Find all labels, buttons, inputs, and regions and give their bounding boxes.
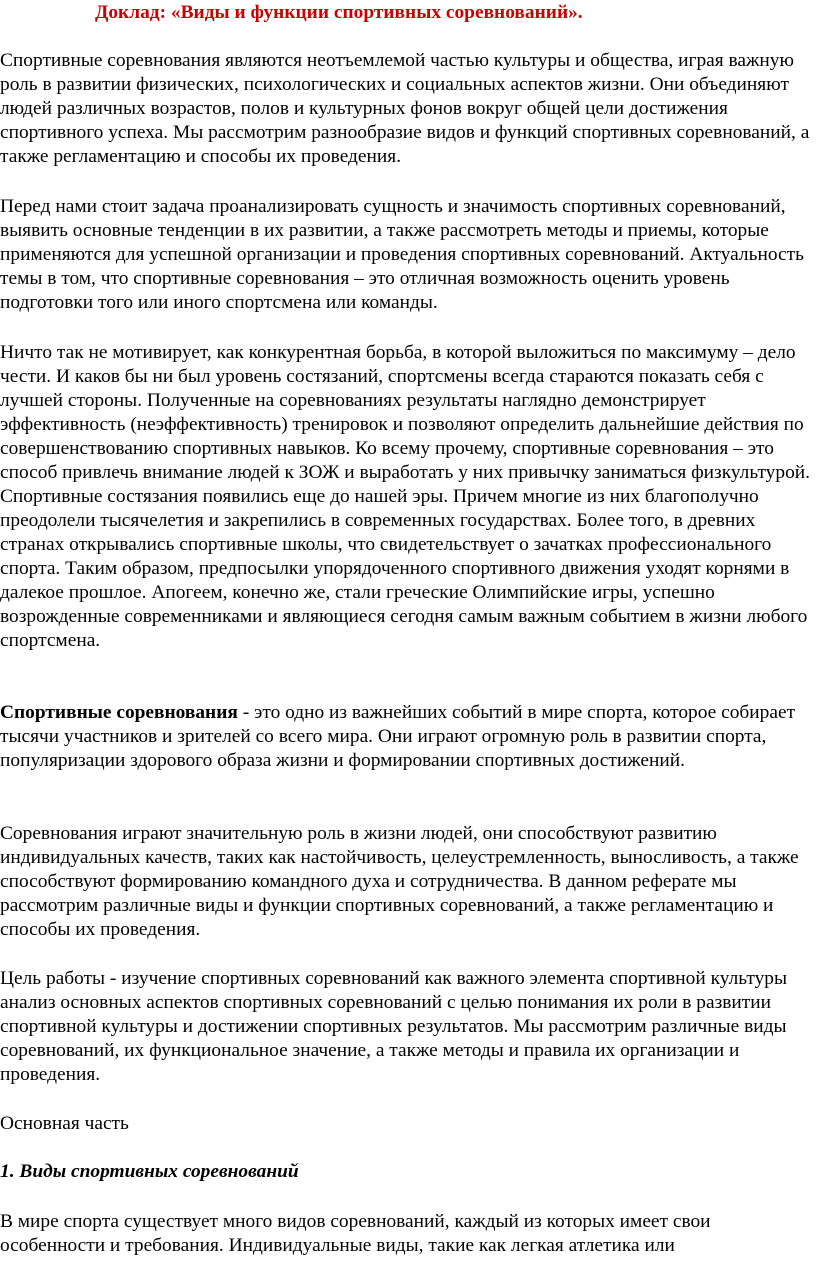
paragraph-types: В мире спорта существует много видов соревнований, каждый из которых имеет свои особенности и требования. Индивидуальные виды, такие как легкая атлетика или (0, 1211, 711, 1256)
section-label: Основная часть (0, 1113, 129, 1134)
paragraph-intro: Спортивные соревнования являются неотъемлемой частью культуры и общества, играя важную роль в развитии физических, психологических и социальных аспектов жизни. Они объединяют людей различных возрастов, полов и культурных фонов вокруг общей цели достижения спортивного успеха. Мы рассмотрим разнообразие видов и функций спортивных соревнований, а также регламентацию и способы их проведения. (0, 50, 810, 167)
paragraph-definition (0, 701, 816, 773)
section-heading: 1. Виды спортивных соревнований (0, 1161, 299, 1182)
definition-text: - это одно из важнейших событий в мире спорта, которое собирает тысячи участников и зрителей со всего мира. Они играют огромную роль в развитии спорта, популяризации здорового образа жизни и формировании спортивных достижений. (0, 702, 796, 771)
paragraph-role: Соревнования играют значительную роль в жизни людей, они способствуют развитию индивидуальных качеств, таких как настойчивость, целеустремленность, выносливость, а также способствуют формированию командного духа и сотрудничества. В данном реферате мы рассмотрим различные виды и функции спортивных соревнований, а также регламентацию и способы их проведения. (0, 823, 799, 940)
document-title: Доклад: «Виды и функции спортивных соревнований». (95, 2, 583, 23)
paragraph-motivation: Ничто так не мотивирует, как конкурентная борьба, в которой выложиться по максимуму – дело чести. И каков бы ни был уровень состязаний, спортсмены всегда стараются показать себя с лучшей стороны. Полученные на соревнованиях результаты наглядно демонстрирует эффективность (неэффективность) тренировок и позволяют определить дальнейшие действия по совершенствованию спортивных навыков. Ко всему прочему, спортивные соревнования – это способ привлечь внимание людей к ЗОЖ и выработать у них привычку заниматься физкультурой. Спортивные состязания появились еще до нашей эры. Причем многие из них благополучно преодолели тысячелетия и закрепились в современных государствах. Более того, в древних странах открывались спортивные школы, что свидетельствует о зачатках профессионального спорта. Таким образом, предпосылки упорядоченного спортивного движения уходят корнями в далекое прошлое. Апогеем, конечно же, стали греческие Олимпийские игры, успешно возрожденные современниками и являющиеся сегодня самым важным событием в жизни любого спортсмена. (0, 342, 810, 651)
definition-term: Спортивные соревнования (0, 702, 238, 723)
paragraph-goal: Цель работы - изучение спортивных соревнований как важного элемента спортивной культуры анализ основных аспектов спортивных соревнований с целью понимания их роли в развитии спортивной культуры и достижении спортивных результатов. Мы рассмотрим различные виды соревнований, их функциональное значение, а также методы и правила их организации и проведения. (0, 968, 788, 1085)
paragraph-task: Перед нами стоит задача проанализировать сущность и значимость спортивных соревнований, выявить основные тенденции в их развитии, а также рассмотреть методы и приемы, которые применяются для успешной организации и проведения спортивных соревнований. Актуальность темы в том, что спортивные соревнования – это отличная возможность оценить уровень подготовки того или иного спортсмена или команды. (0, 196, 804, 313)
